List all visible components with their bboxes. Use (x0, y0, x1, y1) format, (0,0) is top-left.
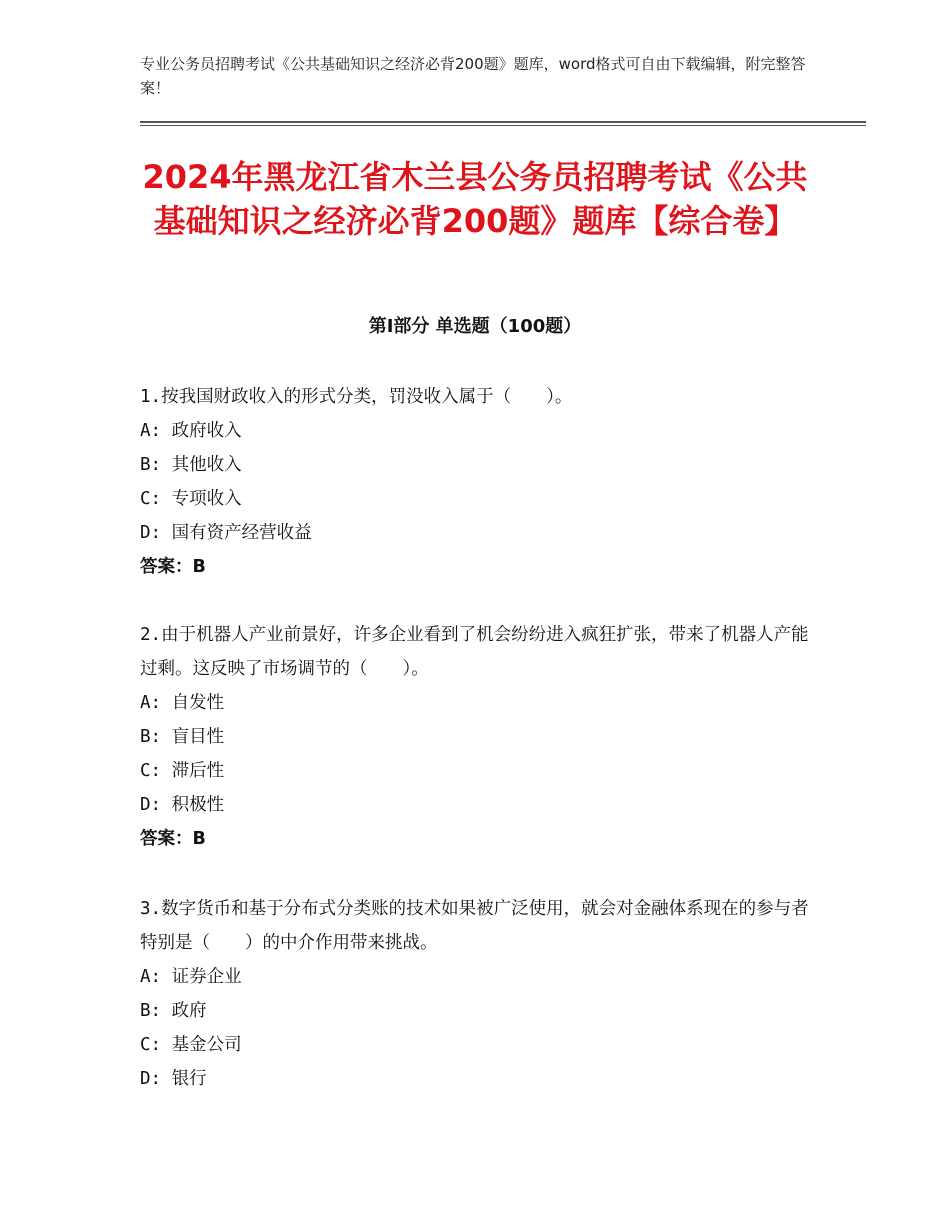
question-3 (140, 892, 820, 1096)
answer: 答案：B (140, 557, 206, 577)
option-d: D: 国有资产经营收益 (140, 523, 312, 543)
question-stem: 1.按我国财政收入的形式分类，罚没收入属于（ ）。 (140, 387, 573, 407)
header-divider (140, 121, 866, 123)
option-d: D: 银行 (140, 1069, 207, 1089)
option-c: C: 基金公司 (140, 1035, 242, 1055)
option-b: B: 政府 (140, 1001, 207, 1021)
option-a: A: 自发性 (140, 693, 225, 713)
answer: 答案：B (140, 829, 206, 849)
header-note: 专业公务员招聘考试《公共基础知识之经济必背200题》题库，word格式可自由下载编辑，附完整答案！ (140, 55, 806, 97)
option-c: C: 专项收入 (140, 489, 242, 509)
option-c: C: 滞后性 (140, 761, 225, 781)
header-divider-thin (140, 125, 866, 126)
question-2 (140, 618, 820, 856)
section-heading: 第Ⅰ部分 单选题（100题） (368, 316, 582, 337)
question-stem: 2.由于机器人产业前景好，许多企业看到了机会纷纷进入疯狂扩张，带来了机器人产能过剩。这反映了市场调节的（ ）。 (140, 625, 809, 679)
option-a: A: 证券企业 (140, 967, 242, 987)
question-1 (140, 380, 820, 584)
option-b: B: 盲目性 (140, 727, 225, 747)
question-stem: 3.数字货币和基于分布式分类账的技术如果被广泛使用，就会对金融体系现在的参与者特别是（ ）的中介作用带来挑战。 (140, 899, 809, 953)
document-title: 2024年黑龙江省木兰县公务员招聘考试《公共基础知识之经济必背200题》题库【综合卷】 (142, 158, 808, 240)
option-b: B: 其他收入 (140, 455, 242, 475)
option-d: D: 积极性 (140, 795, 225, 815)
option-a: A: 政府收入 (140, 421, 242, 441)
